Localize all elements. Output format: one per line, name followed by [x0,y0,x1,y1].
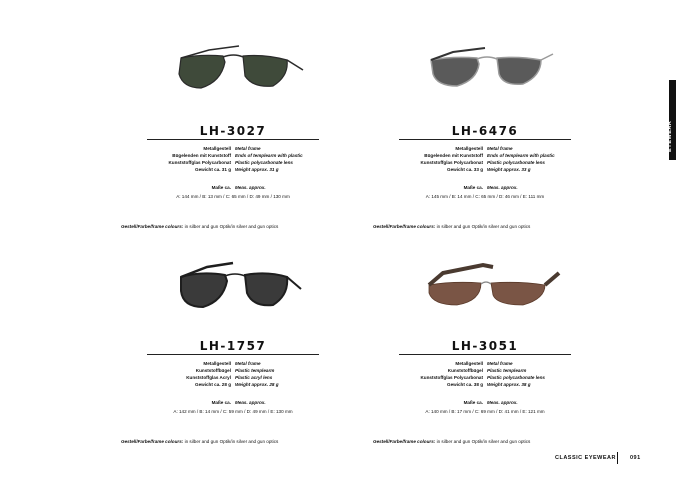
colours-text: in silber and gun Optik/in silver and gun optics [184,439,279,444]
spec-de: Kunststoffglas Polycarbonat [420,375,483,380]
sunglasses-photo [413,255,563,315]
dimensions: A: 142 mm / B: 14 mm / C: 59 mm / D: 49 mm / E: 130 mm [173,409,293,414]
section-tab-label: EYEWEAR [667,120,673,152]
spec-de: Kunststoffglas Polycarbonat [420,160,483,165]
spec-de: Metallgestell [203,361,231,366]
spec-en: Plastic polycarbonate lens [235,160,293,165]
spec-en: Metal frame [487,146,513,151]
measures-de: Maße ca. [211,400,231,405]
sunglasses-photo [161,255,311,315]
model-number: LH-1757 [199,339,267,353]
footer-divider [617,452,618,464]
spec-en: Plastic polycarbonate lens [487,160,545,165]
spec-en: Plastic templearm [235,368,275,373]
spec-de: Bügelenden mit Kunststoff [424,153,483,158]
spec-de: Kunststoffbügel [195,368,231,373]
measures-en: Meas. approx. [487,185,518,190]
colours-text: in silber and gun Optik/in silver and gun optics [184,224,279,229]
spec-de: Kunststoffbügel [447,368,483,373]
spec-en: Weight approx. 33 g [487,167,531,172]
footer-section: CLASSIC EYEWEAR [555,455,616,461]
divider [147,139,319,140]
measures-en: Meas. approx. [487,400,518,405]
divider [147,354,319,355]
frame-colours [373,439,530,444]
model-number: LH-3027 [199,124,267,138]
colours-label: Gestell/Farbe/frame colours: [121,224,184,229]
spec-en: Metal frame [235,361,261,366]
spec-en: Metal frame [235,146,261,151]
spec-en: Plastic acryl lens [235,375,273,380]
spec-en: Plastic templearm [487,368,527,373]
section-tab [669,80,676,160]
spec-en: Weight approx. 28 g [235,382,279,387]
sunglasses-photo [413,40,563,100]
spec-list [385,145,585,173]
page-number: 091 [630,455,641,461]
spec-list [133,360,333,388]
spec-de: Gewicht ca. 38 g [447,382,483,387]
divider [399,354,571,355]
measures-de: Maße ca. [211,185,231,190]
spec-de: Gewicht ca. 28 g [195,382,231,387]
spec-en: Metal frame [487,361,513,366]
frame-colours [121,224,278,229]
colours-text: in silber and gun Optik/in silver and gun optics [436,224,531,229]
spec-en: Ends of templearm with plastic [487,153,555,158]
measures-en: Meas. approx. [235,185,266,190]
measures-de: Maße ca. [463,185,483,190]
spec-en: Weight approx. 38 g [487,382,531,387]
colours-label: Gestell/Farbe/frame colours: [121,439,184,444]
spec-de: Gewicht ca. 33 g [447,167,483,172]
colours-text: in silber and gun Optik/in silver and gun optics [436,439,531,444]
dimensions: A: 140 mm / B: 17 mm / C: 69 mm / D: 41 mm / E: 121 mm [425,409,545,414]
divider [399,139,571,140]
colours-label: Gestell/Farbe/frame colours: [373,439,436,444]
spec-en: Plastic polycarbonate lens [487,375,545,380]
measures-en: Meas. approx. [235,400,266,405]
spec-list [133,145,333,173]
model-number: LH-6476 [451,124,519,138]
spec-en: Weight approx. 31 g [235,167,279,172]
frame-colours [373,224,530,229]
spec-en: Ends of templearm with plastic [235,153,303,158]
spec-list [385,360,585,388]
spec-de: Bügelenden mit Kunststoff [172,153,231,158]
spec-de: Kunststoffglas Polycarbonat [168,160,231,165]
spec-de: Metallgestell [455,361,483,366]
dimensions: A: 145 mm / B: 14 mm / C: 65 mm / D: 46 mm / E: 111 mm [425,194,545,199]
frame-colours [121,439,278,444]
model-number: LH-3051 [451,339,519,353]
spec-de: Metallgestell [455,146,483,151]
colours-label: Gestell/Farbe/frame colours: [373,224,436,229]
spec-de: Gewicht ca. 31 g [195,167,231,172]
measures-de: Maße ca. [463,400,483,405]
spec-de: Metallgestell [203,146,231,151]
spec-de: Kunststoffglas Acryl [186,375,231,380]
dimensions: A: 144 mm / B: 13 mm / C: 65 mm / D: 49 mm / 130 mm [176,194,290,199]
sunglasses-photo [161,40,311,100]
